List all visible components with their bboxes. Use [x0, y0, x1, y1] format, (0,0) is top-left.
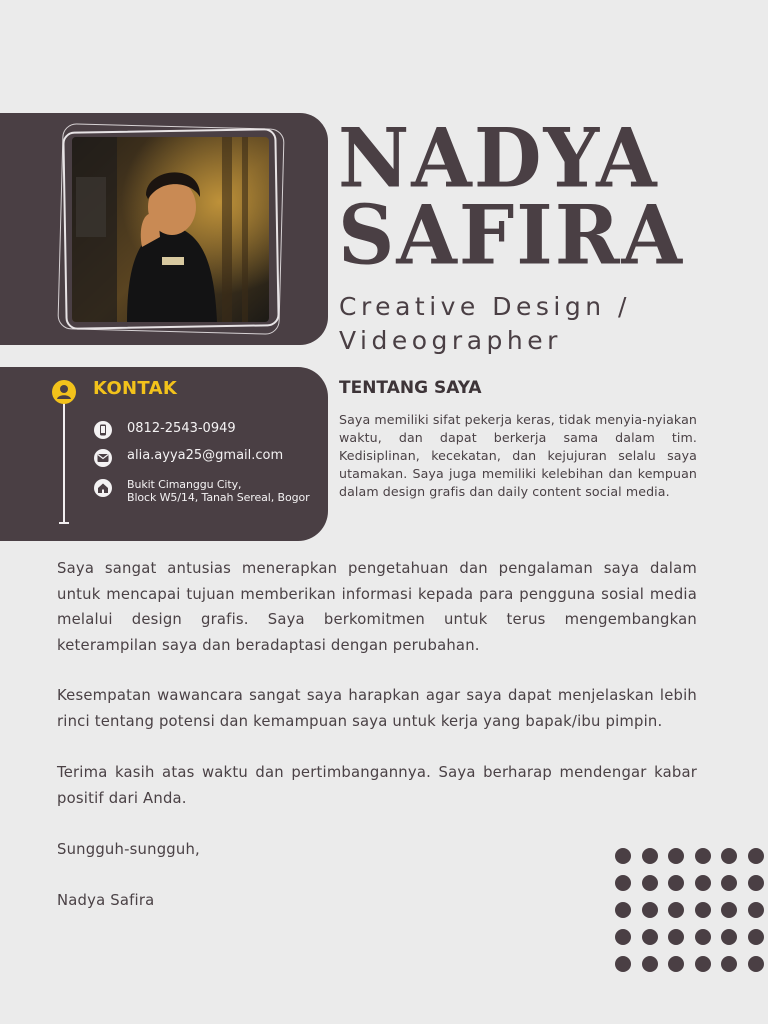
contact-address-line1: Bukit Cimanggu City, — [127, 478, 242, 491]
decorative-dot — [668, 848, 684, 864]
decorative-dot — [615, 848, 631, 864]
decorative-dot — [748, 929, 764, 945]
decorative-dot — [695, 875, 711, 891]
decorative-dot — [695, 956, 711, 972]
decorative-dot — [721, 902, 737, 918]
letter-paragraph-3: Terima kasih atas waktu dan pertimbangannya. Saya berharap mendengar kabar positif dari Anda. — [57, 764, 697, 807]
decorative-dot — [695, 848, 711, 864]
decorative-dot — [642, 902, 658, 918]
decorative-dot — [615, 929, 631, 945]
job-title: Creative Design / Videographer — [339, 292, 631, 355]
contact-address-line2: Block W5/14, Tanah Sereal, Bogor — [127, 491, 310, 504]
email-icon — [94, 449, 112, 467]
letter-paragraph-1: Saya sangat antusias menerapkan pengetahuan dan pengalaman saya dalam untuk mencapai tujuan memberikan informasi kepada para pengguna sosial media melalui design grafis. Saya berkomitmen untuk terus mengembangkan keterampilan saya dan beradaptasi dengan perubahan. — [57, 560, 697, 654]
decorative-dot — [721, 929, 737, 945]
home-icon — [94, 479, 112, 497]
phone-icon — [94, 421, 112, 439]
contact-email[interactable]: alia.ayya25@gmail.com — [127, 448, 284, 463]
decorative-dot — [642, 875, 658, 891]
decorative-dot — [721, 848, 737, 864]
decorative-dot — [748, 875, 764, 891]
decorative-dot — [642, 848, 658, 864]
contact-timeline-line — [63, 394, 65, 524]
decorative-dot — [615, 956, 631, 972]
name-first: NADYA — [338, 110, 659, 207]
decorative-dot — [668, 956, 684, 972]
decorative-dot — [668, 875, 684, 891]
decorative-dot — [642, 929, 658, 945]
decorative-dot — [668, 902, 684, 918]
contact-timeline-cap — [59, 522, 69, 524]
decorative-dot — [695, 902, 711, 918]
decorative-dot — [695, 929, 711, 945]
profile-photo-image — [72, 137, 269, 322]
profile-photo — [72, 137, 269, 322]
name-last: SAFIRA — [338, 187, 685, 284]
decorative-dot — [721, 875, 737, 891]
decorative-dot — [615, 902, 631, 918]
decorative-dot — [748, 848, 764, 864]
about-text: Saya memiliki sifat pekerja keras, tidak menyia-nyiakan waktu, dan dapat berkerja sama dalam tim. Kedisiplinan, kecekatan, dan kejujuran selalu saya utamakan. Saya juga memiliki kelebihan dan kempuan dalam design grafis dan daily content social media. — [339, 412, 697, 499]
letter-closing: Sungguh-sungguh, — [57, 841, 200, 858]
contact-heading: KONTAK — [93, 378, 178, 399]
contact-phone[interactable]: 0812-2543-0949 — [127, 421, 236, 436]
letter-signature: Nadya Safira — [57, 892, 155, 909]
decorative-dot — [748, 956, 764, 972]
decorative-dot — [748, 902, 764, 918]
decorative-dot — [721, 956, 737, 972]
decorative-dot-grid — [615, 848, 765, 974]
person-icon — [52, 380, 76, 404]
decorative-dot — [615, 875, 631, 891]
decorative-dot — [668, 929, 684, 945]
about-heading: TENTANG SAYA — [339, 378, 482, 398]
letter-paragraph-2: Kesempatan wawancara sangat saya harapkan agar saya dapat menjelaskan lebih rinci tentang potensi dan kemampuan saya untuk kerja yang bapak/ibu pimpin. — [57, 687, 697, 730]
decorative-dot — [642, 956, 658, 972]
